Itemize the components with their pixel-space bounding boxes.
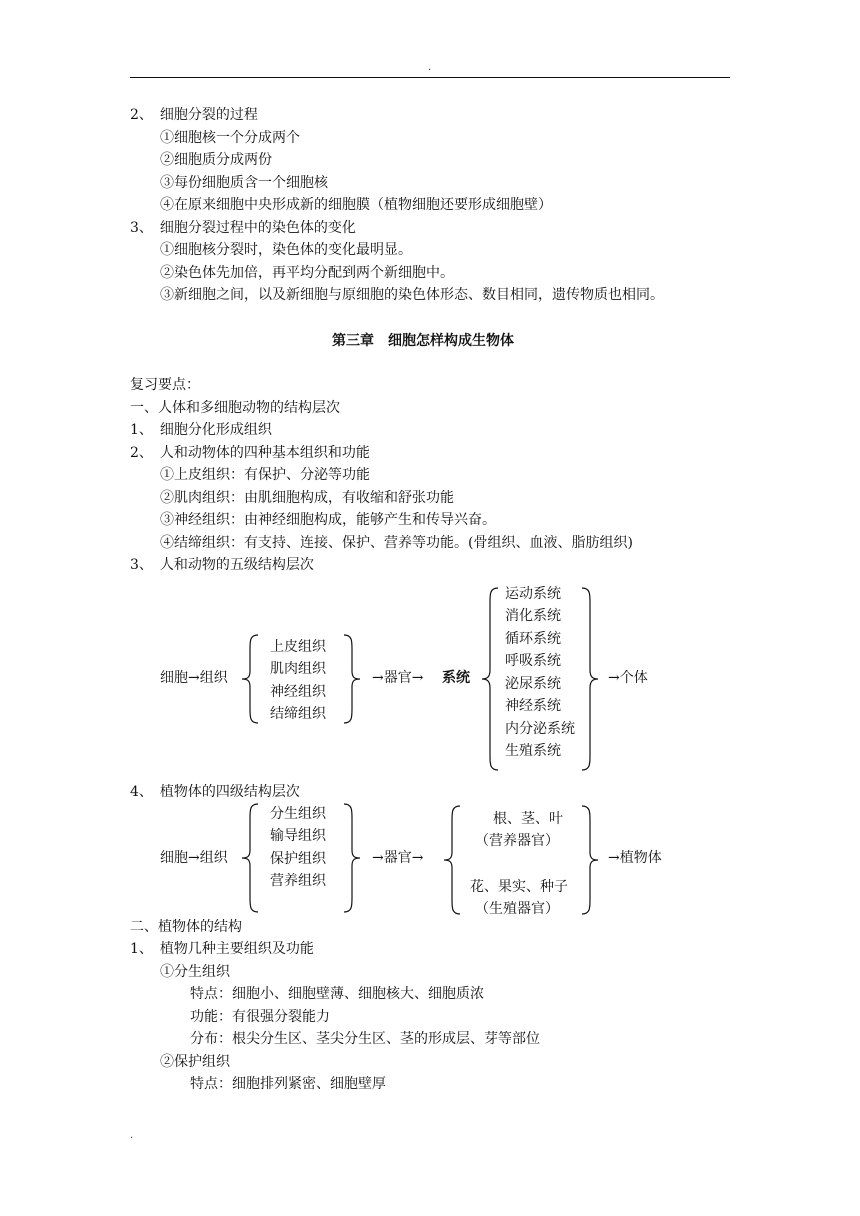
protective-features: 特点：细胞排列紧密、细胞壁厚: [190, 1076, 386, 1092]
header-rule: [130, 77, 730, 78]
item3-point-2: ②染色体先加倍，再平均分配到两个新细胞中。: [160, 265, 454, 281]
header-dot: .: [428, 62, 432, 73]
item2-point-4: ④在原来细胞中央形成新的细胞膜（植物细胞还要形成细胞壁）: [160, 197, 552, 213]
part1-item2: 2、 人和动物体的四种基本组织和功能: [130, 445, 370, 461]
animal-tissue-1: 上皮组织: [270, 639, 326, 655]
plant-tissue-open-brace: [238, 802, 262, 914]
animal-tissue-4: 结缔组织: [270, 706, 326, 722]
animal-system-label: 系统: [442, 670, 470, 686]
footer-dot: .: [130, 1130, 134, 1141]
animal-tissue-2: 肌肉组织: [270, 661, 326, 677]
part2-title: 二、植物体的结构: [130, 919, 242, 935]
plant-tissue-3: 保护组织: [270, 851, 326, 867]
animal-system-close-brace: [578, 586, 602, 772]
item3-title: 3、 细胞分裂过程中的染色体的变化: [130, 220, 356, 236]
tissue-3: ③神经组织：由神经细胞构成，能够产生和传导兴奋。: [160, 512, 496, 528]
animal-tissue-open-brace: [238, 633, 262, 725]
plant-organ-reproductive-note: （生殖器官）: [475, 901, 559, 917]
animal-system-3: 循环系统: [505, 631, 561, 647]
item2-title: 2、 细胞分裂的过程: [130, 107, 258, 123]
animal-start-label: 细胞→组织: [160, 670, 228, 686]
plant-tissue-4: 营养组织: [270, 873, 326, 889]
part1-title: 一、人体和多细胞动物的结构层次: [130, 400, 340, 416]
animal-system-8: 生殖系统: [505, 743, 561, 759]
plant-organ-reproductive: 花、果实、种子: [470, 879, 568, 895]
plant-organ-vegetative: 根、茎、叶: [493, 811, 563, 827]
item2-point-3: ③每份细胞质含一个细胞核: [160, 175, 328, 191]
animal-end-label: →个体: [608, 670, 648, 686]
plant-tissue-2: 输导组织: [270, 828, 326, 844]
plant-tissue-1: 分生组织: [270, 806, 326, 822]
animal-system-5: 泌尿系统: [505, 676, 561, 692]
animal-tissue-3: 神经组织: [270, 684, 326, 700]
chapter-title: 第三章 细胞怎样构成生物体: [332, 333, 514, 349]
plant-organ-label: →器官→: [372, 850, 424, 866]
animal-system-1: 运动系统: [505, 586, 561, 602]
animal-system-2: 消化系统: [505, 608, 561, 624]
part2-item1: 1、 植物几种主要组织及功能: [130, 941, 314, 957]
protective-title: ②保护组织: [160, 1054, 230, 1070]
animal-system-open-brace: [478, 586, 502, 772]
animal-system-6: 神经系统: [505, 698, 561, 714]
tissue-1: ①上皮组织：有保护、分泌等功能: [160, 467, 370, 483]
animal-tissue-close-brace: [340, 633, 364, 725]
item3-point-1: ①细胞核分裂时，染色体的变化最明显。: [160, 242, 412, 258]
animal-system-7: 内分泌系统: [505, 721, 575, 737]
tissue-2: ②肌肉组织：由肌细胞构成，有收缩和舒张功能: [160, 490, 454, 506]
meristem-function: 功能：有很强分裂能力: [190, 1009, 330, 1025]
review-label: 复习要点：: [130, 377, 200, 393]
plant-levels-title: 4、 植物体的四级结构层次: [130, 784, 300, 800]
item2-point-1: ①细胞核一个分成两个: [160, 130, 300, 146]
meristem-distribution: 分布：根尖分生区、茎尖分生区、茎的形成层、芽等部位: [190, 1031, 540, 1047]
item2-point-2: ②细胞质分成两份: [160, 152, 272, 168]
plant-tissue-close-brace: [340, 802, 364, 914]
animal-system-4: 呼吸系统: [505, 653, 561, 669]
plant-organ-vegetative-note: （营养器官）: [475, 833, 559, 849]
tissue-4: ④结缔组织：有支持、连接、保护、营养等功能。(骨组织、血液、脂肪组织): [160, 535, 633, 551]
plant-organ-close-brace: [578, 804, 602, 916]
item3-point-3: ③新细胞之间，以及新细胞与原细胞的染色体形态、数目相同，遗传物质也相同。: [160, 287, 664, 303]
plant-end-label: →植物体: [608, 850, 662, 866]
plant-organ-open-brace: [440, 804, 464, 916]
meristem-title: ①分生组织: [160, 964, 230, 980]
meristem-features: 特点：细胞小、细胞壁薄、细胞核大、细胞质浓: [190, 986, 484, 1002]
part1-item1: 1、 细胞分化形成组织: [130, 422, 272, 438]
plant-start-label: 细胞→组织: [160, 850, 228, 866]
part1-item3: 3、 人和动物的五级结构层次: [130, 557, 314, 573]
animal-organ-label: →器官→: [372, 670, 424, 686]
